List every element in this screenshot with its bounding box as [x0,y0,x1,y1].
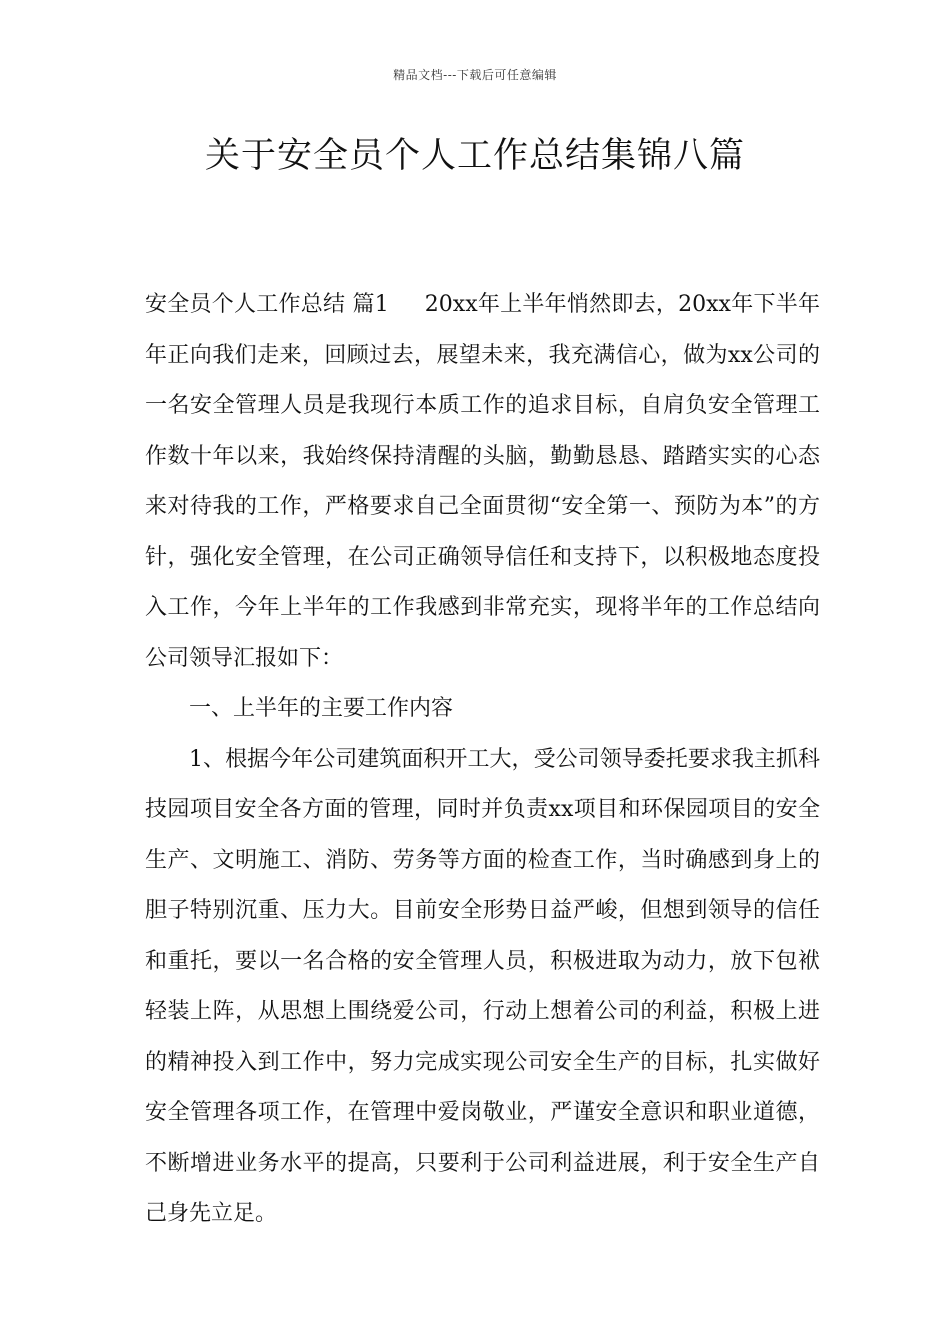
header-note: 精品文档---下载后可任意编辑 [393,68,557,82]
intro-text: 20xx年上半年悄然即去，20xx年下半年年正向我们走来，回顾过去，展望未来，我充满信心，做为xx公司的一名安全管理人员是我现行本质工作的追求目标，自肩负安全管理工作数十年以来，我始终保持清醒的头脑，勤勤恳恳、踏踏实实的心态来对待我的工作，严格要求自己全面贯彻“安全第一、预防为本”的方针，强化安全管理，在公司正确领导信任和支持下，以积极地态度投入工作，今年上半年的工作我感到非常充实，现将半年的工作总结向公司领导汇报如下： [145,292,820,671]
section-heading-one: 一、上半年的主要工作内容 [189,696,454,721]
intro-paragraph [145,280,820,684]
section-label: 安全员个人工作总结 篇1 [145,292,389,317]
document-body [145,280,820,1240]
item-one-paragraph: 1、根据今年公司建筑面积开工大，受公司领导委托要求我主抓科技园项目安全各方面的管理，同时并负责xx项目和环保园项目的安全生产、文明施工、消防、劳务等方面的检查工作，当时确感到身上的胆子特别沉重、压力大。目前安全形势日益严峻，但想到领导的信任和重托，要以一名合格的安全管理人员，积极进取为动力，放下包袱轻装上阵，从思想上围绕爱公司，行动上想着公司的利益，积极上进的精神投入到工作中，努力完成实现公司安全生产的目标，扎实做好安全管理各项工作，在管理中爱岗敬业，严谨安全意识和职业道德，不断增进业务水平的提高，只要利于公司利益进展，利于安全生产自己身先立足。 [145,746,820,1226]
document-title: 关于安全员个人工作总结集锦八篇 [204,136,745,176]
